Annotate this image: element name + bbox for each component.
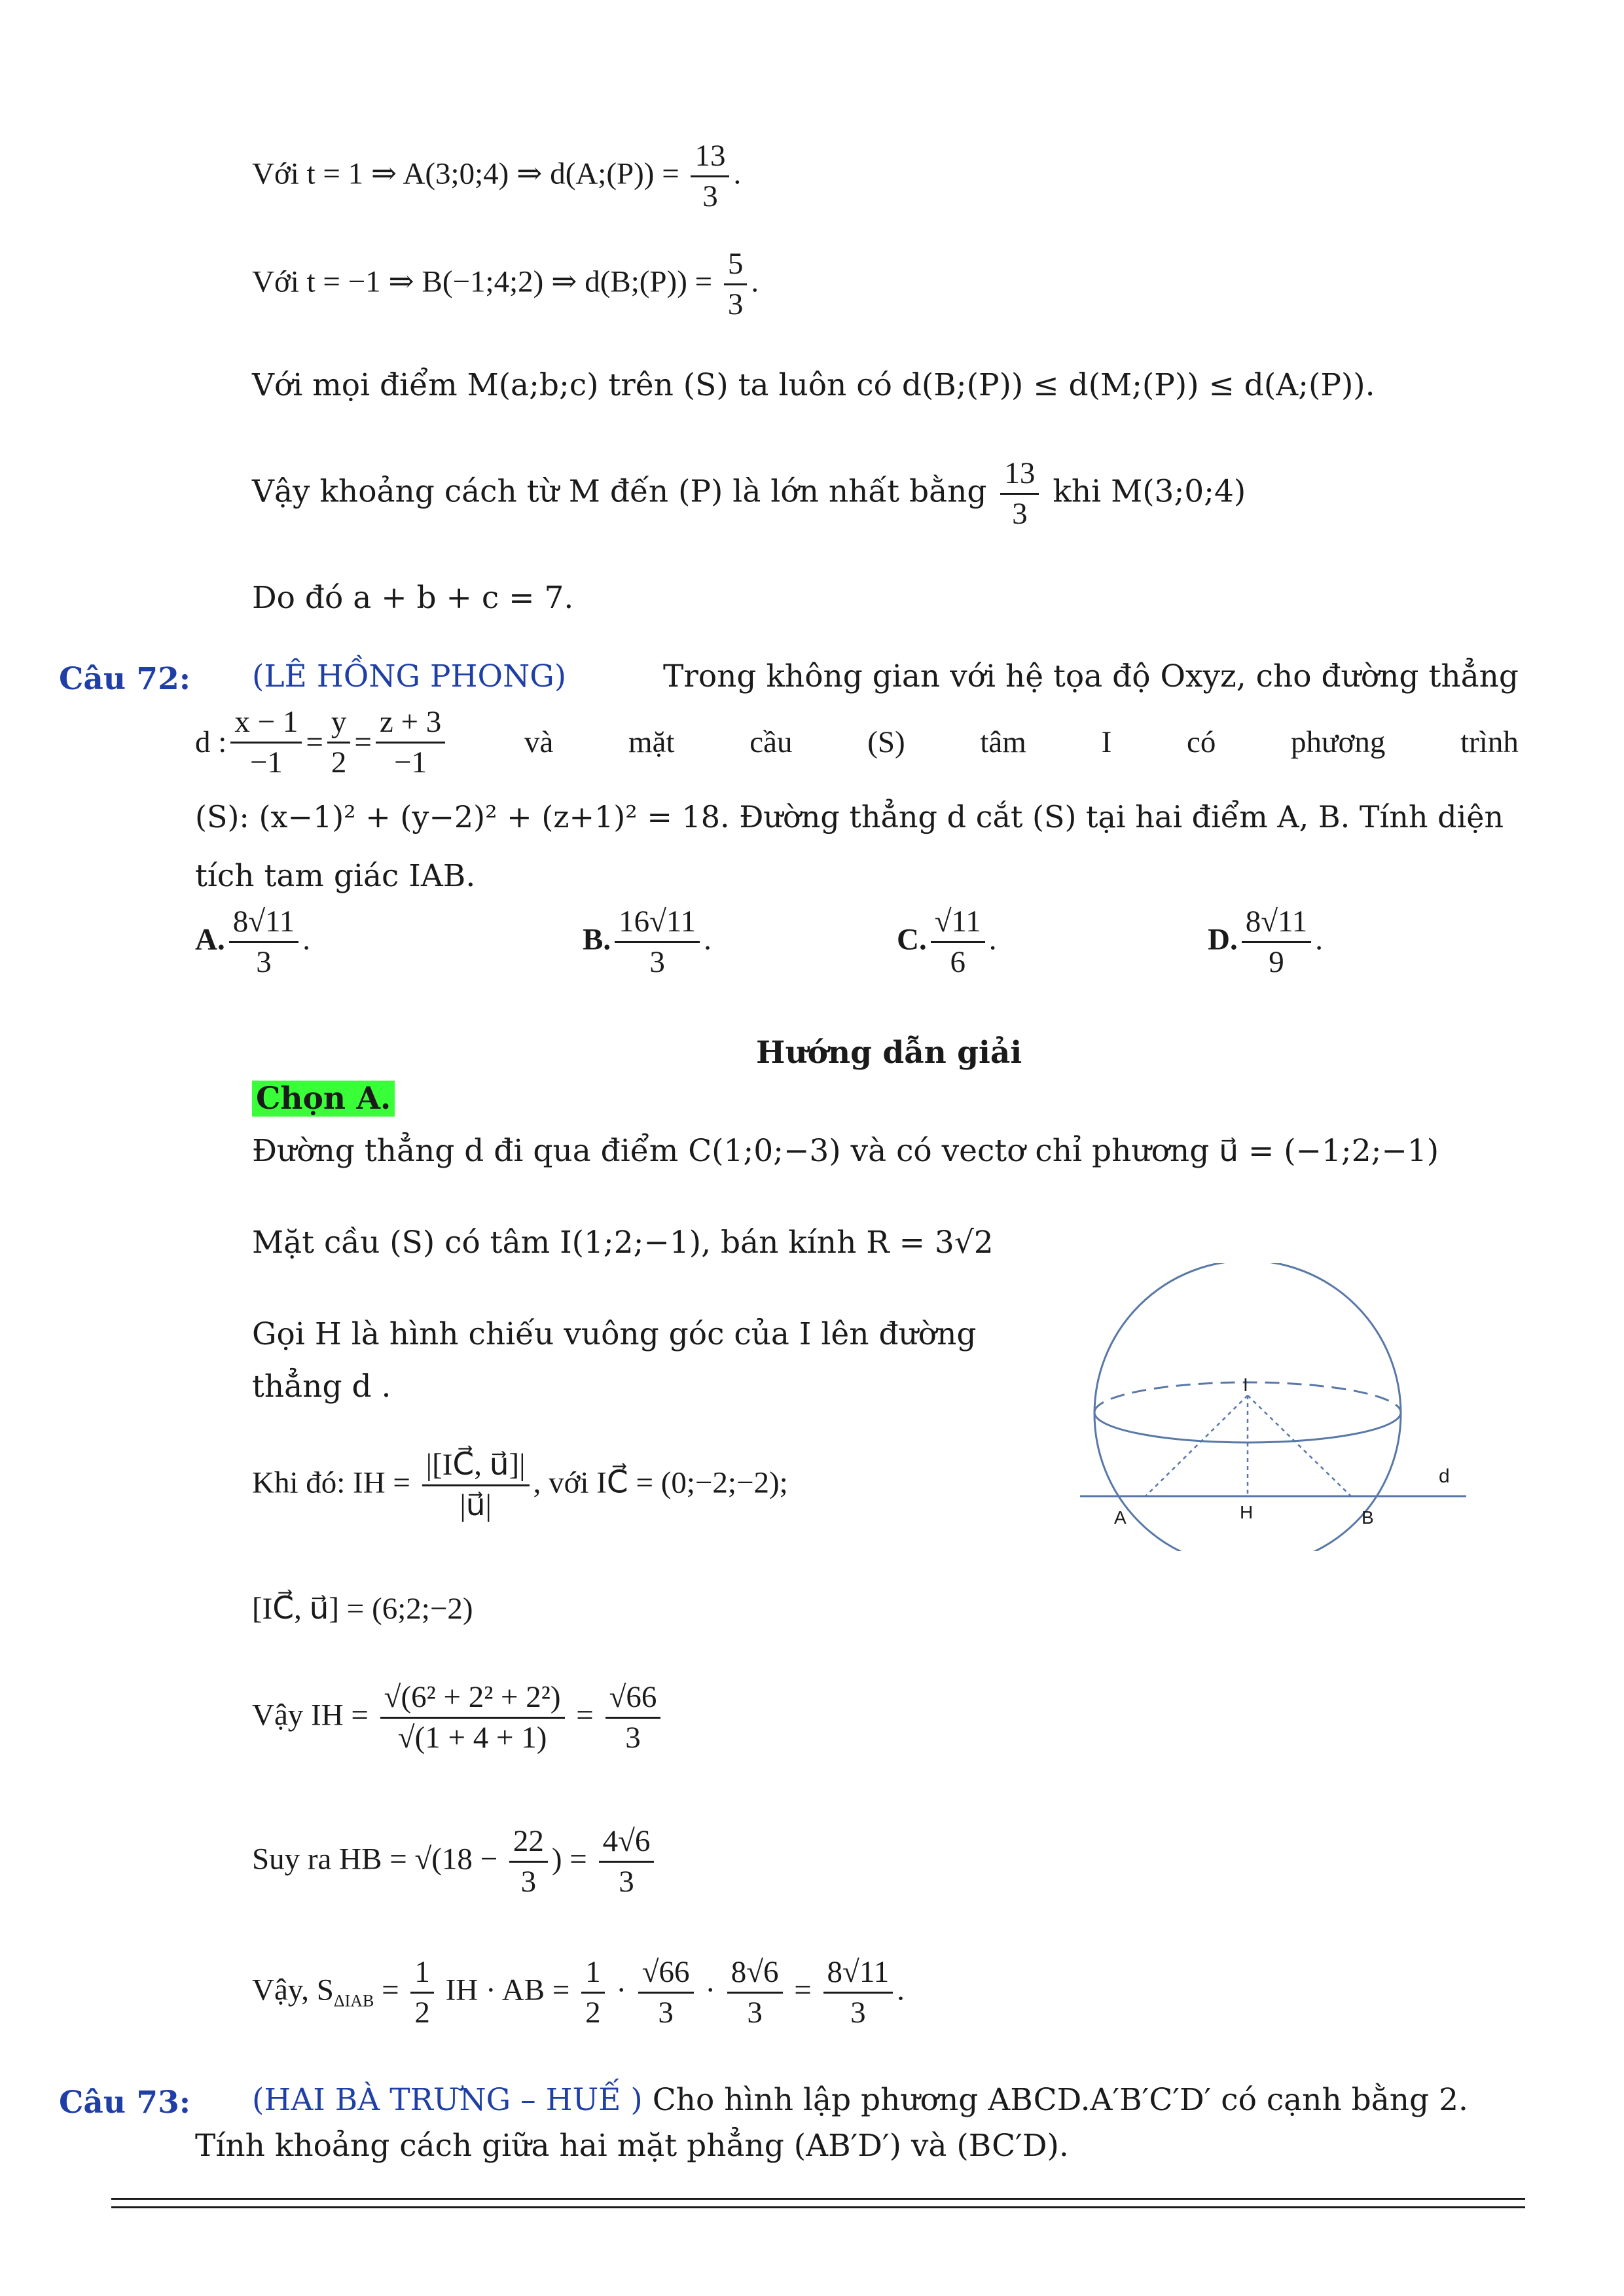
line-t1: Với t = 1 ⇒ A(3;0;4) ⇒ d(A;(P)) = $\frac{13}{3}$ . [252,139,742,213]
fraction: $\frac{y}{2}$ [327,707,351,778]
label-d: d [1439,1465,1450,1487]
solution-line3b: thẳng d . [252,1369,391,1405]
label-H: H [1240,1502,1254,1522]
question-72-source: (LÊ HỒNG PHONG) [252,658,567,694]
segment-IA [1146,1395,1248,1496]
fraction: $\frac{1}{2}$ [410,1957,434,2028]
question-72-line4: tích tam giác IAB. [195,858,476,894]
choice-b[interactable]: B. $\frac{16√11}{3}$ . [583,905,712,979]
question-72-line2: d : $\frac{x - 1}{-1}$ = $\frac{y}{2}$ = $\frac{z + 3}{-1}$ và mặt cầu (S) tâm I có phương trình [195,705,1519,780]
solution-line5: [IC⃗, u⃗] = (6;2;−2) [252,1592,473,1626]
line-inequality: Với mọi điểm M(a;b;c) trên (S) ta luôn có d(B;(P)) ≤ d(M;(P)) ≤ d(A;(P)). [252,367,1375,403]
question-73-number: Câu 73: [59,2085,191,2121]
fraction: $\frac{16√11}{3}$ [615,906,700,978]
solution-line6: Vậy IH = $\frac{\text{√(6² + 2² + 2²)}}{√(1 + 4 + 1)}$ = $\frac{√66}{3}$ [252,1682,664,1753]
label-I: I [1243,1374,1248,1395]
question-73-line2: Tính khoảng cách giữa hai mặt phẳng (AB′D′) và (BC′D). [195,2128,1069,2164]
solution-line3a: Gọi H là hình chiếu vuông góc của I lên đường [252,1316,977,1352]
footer-rule [111,2198,1525,2208]
question-73-line1: (HAI BÀ TRƯNG – HUẾ ) Cho hình lập phương ABCD.A′B′C′D′ có cạnh bằng 2. [252,2082,1468,2118]
line-sum: Do đó a + b + c = 7. [252,580,574,616]
choice-c[interactable]: C. $\frac{√11}{6}$ . [897,905,997,979]
choice-d[interactable]: D. $\frac{8√11}{9}$ . [1208,905,1324,979]
fraction: $\frac{√66}{3}$ [605,1682,661,1753]
fraction: $\frac{8√11}{3}$ [229,906,299,978]
solution-line8: Vậy, $S_{\Delta IAB}$ = $\frac{1}{2}$ IH · AB = $\frac{1}{2}$ · $\frac{√66}{3}$ · $\frac{8√6}{3}$ = $\frac{8√11}{3}$ . [252,1955,905,2030]
solution-heading: Hướng dẫn giải [756,1035,1022,1071]
fraction: $\frac{8√11}{3}$ [823,1957,893,2028]
solution-line1: Đường thẳng d đi qua điểm C(1;0;−3) và có vectơ chỉ phương u⃗ = (−1;2;−1) [252,1133,1439,1169]
fraction: $\frac{4√6}{3}$ [599,1826,655,1897]
fraction: $\frac{√66}{3}$ [638,1957,694,2028]
fraction: $\frac{13}{3}$ [691,141,729,212]
fraction: $\frac{8√11}{9}$ [1242,906,1312,978]
question-72-line1: (LÊ HỒNG PHONG) Trong không gian với hệ tọa độ Oxyz, cho đường thẳng [252,658,1519,694]
fraction: $\frac{x - 1}{-1}$ [230,707,302,778]
question-73-source: (HAI BÀ TRƯNG – HUẾ ) [252,2082,643,2118]
line-max-distance: Vậy khoảng cách từ M đến (P) là lớn nhất bằng $\frac{13}{3}$ khi M(3;0;4) [252,456,1246,531]
fraction: $\frac{|[IC⃗, u⃗]|}{|u⃗|}$ [422,1450,530,1521]
segment-IB [1248,1395,1351,1496]
question-72-number: Câu 72: [59,661,191,697]
line-t-minus1-text: Với t = −1 ⇒ B(−1;4;2) ⇒ d(B;(P)) = [252,264,720,299]
fraction: $\frac{1}{2}$ [581,1957,605,2028]
solution-line2: Mặt cầu (S) có tâm I(1;2;−1), bán kính R = 3√2 [252,1225,994,1261]
solution-line7: Suy ra HB = √(18 − $\frac{22}{3}$ ) = $\frac{4√6}{3}$ [252,1826,658,1897]
fraction: $\frac{13}{3}$ [1000,458,1039,529]
choice-a[interactable]: A. $\frac{8√11}{3}$ . [195,905,311,979]
label-A: A [1114,1507,1127,1528]
fraction: $\frac{√11}{6}$ [931,906,985,978]
answer-highlight: Chọn A. [252,1083,395,1114]
fraction: $\frac{5}{3}$ [724,249,748,320]
solution-line4: Khi đó: IH = $\frac{|[IC⃗, u⃗]|}{|u⃗|}$ , với IC⃗ = (0;−2;−2); [252,1448,788,1522]
question-72-line3: (S): (x−1)² + (y−2)² + (z+1)² = 18. Đường thẳng d cắt (S) tại hai điểm A, B. Tính diện [195,799,1504,834]
fraction: $\frac{z + 3}{-1}$ [376,707,445,778]
fraction: $\frac{\text{√(6² + 2² + 2²)}}{√(1 + 4 + 1)}$ [380,1682,565,1753]
label-B: B [1362,1507,1374,1528]
fraction: $\frac{8√6}{3}$ [727,1957,783,2028]
fraction: $\frac{22}{3}$ [509,1826,548,1897]
line-t-minus1: Với t = −1 ⇒ B(−1;4;2) ⇒ d(B;(P)) = $\frac{5}{3}$ . [252,247,759,321]
sphere-diagram [1080,1263,1486,1551]
line-t1-text: Với t = 1 ⇒ A(3;0;4) ⇒ d(A;(P)) = [252,156,687,191]
